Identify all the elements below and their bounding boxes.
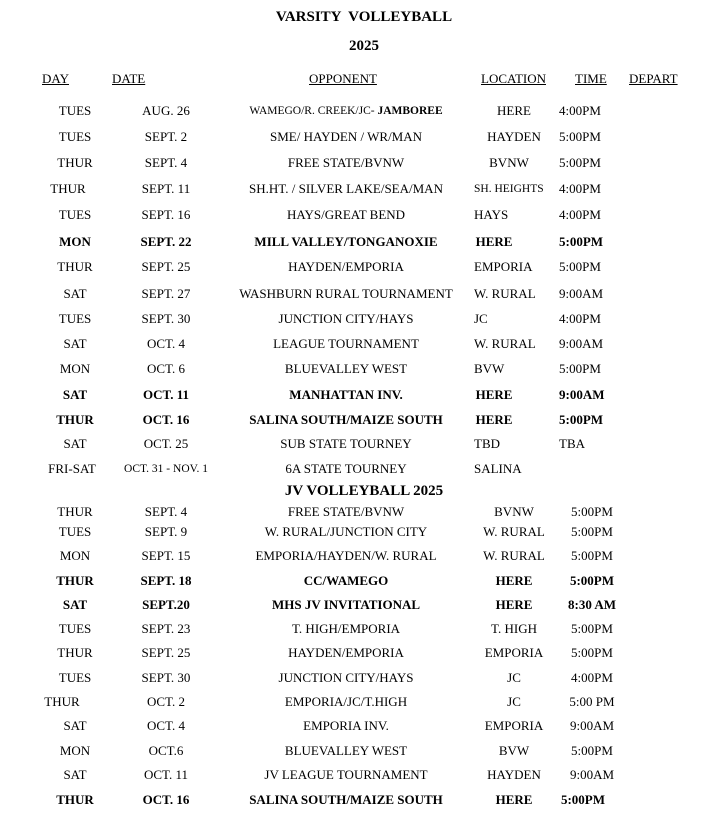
day-cell: MON [59,743,91,758]
day-cell: SAT [63,336,87,351]
schedule-row [0,460,721,478]
opponent-cell: BLUEVALLEY WEST [284,743,408,758]
date-cell: SEPT. 25 [141,259,191,274]
day-cell: THUR [57,645,93,660]
time-cell: 5:00PM [560,792,606,807]
opponent-cell: MANHATTAN INV. [289,387,403,402]
header-opponent: OPPONENT [309,71,377,86]
day-cell: SAT [63,718,87,733]
date-cell: SEPT. 11 [141,181,191,196]
header-date: DATE [112,71,146,86]
time-cell: 5:00PM [571,621,613,636]
day-cell: TUES [58,311,92,326]
location-cell: W. RURAL [474,336,536,351]
opponent-cell: SALINA SOUTH/MAIZE SOUTH [249,792,443,807]
time-cell: 5:00PM [571,548,613,563]
date-cell: OCT. 4 [146,336,186,351]
time-cell: 9:00AM [559,387,605,402]
schedule-row [0,128,721,146]
date-cell: SEPT. 2 [144,129,188,144]
location-cell: HERE [475,234,513,249]
opponent-cell: EMPORIA/HAYDEN/W. RURAL [255,548,437,563]
opponent-cell: HAYS/GREAT BEND [286,207,406,222]
schedule-row [0,620,721,638]
location-cell: W. RURAL [474,286,536,301]
day-cell: SAT [63,436,87,451]
location-cell: HERE [495,792,533,807]
day-cell: THUR [57,259,93,274]
opponent-cell: MILL VALLEY/TONGANOXIE [254,234,438,249]
opponent-emphasis: JAMBOREE [377,105,443,117]
schedule-row [0,285,721,303]
location-cell: SALINA [474,461,522,476]
date-cell: SEPT. 30 [141,311,191,326]
date-cell: SEPT. 4 [144,155,188,170]
opponent-cell: FREE STATE/BVNW [287,504,405,519]
schedule-row [0,310,721,328]
time-cell: 5:00 PM [569,694,615,709]
location-cell: EMPORIA [484,645,544,660]
date-cell: SEPT. 22 [140,234,192,249]
date-cell: OCT. 16 [142,412,190,427]
time-cell: 5:00PM [571,743,613,758]
date-cell: SEPT. 15 [141,548,191,563]
time-cell: 5:00PM [569,573,615,588]
date-cell: OCT.6 [148,743,184,758]
date-cell: SEPT. 27 [141,286,191,301]
schedule-row [0,742,721,760]
time-cell: 9:00AM [559,336,604,351]
opponent-cell: EMPORIA INV. [303,718,389,733]
schedule-row [0,572,721,590]
opponent-cell: HAYDEN/EMPORIA [288,645,404,660]
day-cell: SAT [62,597,88,612]
schedule-row [0,523,721,541]
location-cell: HERE [497,103,531,118]
location-cell: JC [474,311,488,326]
schedule-row [0,644,721,662]
location-cell: W. RURAL [483,548,545,563]
location-cell: BVW [474,361,505,376]
schedule-row [0,693,721,711]
day-cell: THUR [57,155,93,170]
date-cell: OCT. 31 - NOV. 1 [124,463,208,475]
time-cell: 5:00PM [571,524,613,539]
opponent-cell: JUNCTION CITY/HAYS [278,670,414,685]
location-cell: EMPORIA [484,718,544,733]
opponent-cell [249,102,442,120]
date-cell: SEPT. 16 [141,207,191,222]
header-time: TIME [575,71,607,86]
schedule-row [0,766,721,784]
schedule-row [0,360,721,378]
opponent-cell: SH.HT. / SILVER LAKE/SEA/MAN [249,181,443,196]
location-cell: JC [507,694,521,709]
opponent-cell: JV LEAGUE TOURNAMENT [264,767,428,782]
location-cell: EMPORIA [474,259,533,274]
varsity-title: VARSITY VOLLEYBALL [275,9,453,25]
date-cell: AUG. 26 [142,103,190,118]
day-cell: THUR [57,504,93,519]
opponent-cell: SUB STATE TOURNEY [280,436,412,451]
header-depart: DEPART [629,71,678,86]
location-cell: BVW [498,743,530,758]
schedule-row [0,435,721,453]
location-cell: BVNW [494,504,534,519]
date-cell: SEPT. 30 [141,670,191,685]
day-cell: SAT [63,767,87,782]
day-cell: TUES [58,207,92,222]
time-cell: 4:00PM [559,103,601,118]
day-cell: THUR [56,792,94,807]
time-cell: 4:00PM [571,670,613,685]
location-cell: HAYDEN [487,767,541,782]
schedule-row [0,258,721,276]
location-cell: SH. HEIGHTS [474,183,544,195]
day-cell: MON [59,234,91,249]
location-cell: BVNW [489,155,529,170]
date-cell: OCT. 2 [146,694,186,709]
time-cell: 5:00PM [559,361,601,376]
location-cell: W. RURAL [483,524,545,539]
schedule-row [0,386,721,404]
day-cell: TUES [58,621,92,636]
opponent-cell: T. HIGH/EMPORIA [291,621,401,636]
time-cell: 9:00AM [569,718,615,733]
date-cell: SEPT. 25 [141,645,191,660]
schedule-row [0,102,721,120]
schedule-row [0,547,721,565]
time-cell: 8:30 AM [567,597,617,612]
opponent-cell: WASHBURN RURAL TOURNAMENT [239,286,453,301]
day-cell: MON [59,361,91,376]
location-cell: HERE [475,412,513,427]
schedule-row [0,233,721,251]
location-cell: T. HIGH [491,621,537,636]
jv-title: JV VOLLEYBALL 2025 [284,483,444,499]
schedule-row [0,206,721,224]
date-cell: SEPT. 23 [141,621,191,636]
time-cell: 5:00PM [571,504,613,519]
time-cell: 4:00PM [559,181,601,196]
date-cell: OCT. 25 [143,436,189,451]
schedule-row [0,154,721,172]
opponent-cell: MHS JV INVITATIONAL [271,597,421,612]
day-cell: FRI-SAT [48,461,96,476]
schedule-row [0,717,721,735]
varsity-year: 2025 [349,38,379,54]
date-cell: OCT. 11 [143,387,189,402]
time-cell: 5:00PM [559,129,601,144]
day-cell: SAT [62,387,88,402]
location-cell: HERE [495,573,533,588]
date-cell: OCT. 11 [143,767,189,782]
location-cell: HAYDEN [487,129,541,144]
date-cell: OCT. 4 [146,718,186,733]
date-cell: SEPT. 4 [144,504,188,519]
opponent-cell: FREE STATE/BVNW [287,155,405,170]
schedule-row [0,180,721,198]
day-cell: TUES [58,524,92,539]
date-cell: SEPT.20 [142,597,190,612]
location-cell: HERE [475,387,513,402]
opponent-cell: W. RURAL/JUNCTION CITY [264,524,428,539]
opponent-cell: LEAGUE TOURNAMENT [273,336,419,351]
location-cell: HERE [495,597,533,612]
day-cell: TUES [58,103,92,118]
time-cell: 9:00AM [569,767,615,782]
date-cell: OCT. 16 [142,792,190,807]
schedule-row [0,503,721,521]
header-day: DAY [42,71,69,86]
opponent-cell: SME/ HAYDEN / WR/MAN [269,129,423,144]
location-cell: JC [507,670,521,685]
opponent-cell: EMPORIA/JC/T.HIGH [284,694,408,709]
opponent-cell: CC/WAMEGO [303,573,389,588]
opponent-cell: JUNCTION CITY/HAYS [278,311,414,326]
time-cell: 5:00PM [559,155,601,170]
date-cell: OCT. 6 [146,361,186,376]
schedule-row [0,791,721,809]
time-cell: 4:00PM [559,311,601,326]
opponent-text: WAMEGO/R. CREEK/JC- [249,105,378,117]
time-cell: 5:00PM [559,234,604,249]
location-cell: TBD [474,436,500,451]
opponent-cell: HAYDEN/EMPORIA [288,259,404,274]
day-cell: THUR [56,573,94,588]
time-cell: 5:00PM [559,412,604,427]
time-cell: 5:00PM [559,259,601,274]
day-cell: SAT [63,286,87,301]
date-cell: SEPT. 18 [140,573,192,588]
time-cell: TBA [559,436,585,451]
day-cell: THUR [50,181,86,196]
schedule-row [0,411,721,429]
schedule-row [0,669,721,687]
day-cell: MON [59,548,91,563]
day-cell: THUR [56,412,94,427]
day-cell: THUR [44,694,80,709]
time-cell: 4:00PM [559,207,601,222]
schedule-row [0,596,721,614]
day-cell: TUES [58,129,92,144]
time-cell: 5:00PM [571,645,613,660]
header-location: LOCATION [481,71,546,86]
opponent-cell: SALINA SOUTH/MAIZE SOUTH [249,412,443,427]
opponent-cell: BLUEVALLEY WEST [284,361,408,376]
opponent-cell: 6A STATE TOURNEY [285,461,407,476]
day-cell: TUES [58,670,92,685]
location-cell: HAYS [474,207,509,222]
date-cell: SEPT. 9 [144,524,188,539]
schedule-row [0,335,721,353]
time-cell: 9:00AM [559,286,604,301]
